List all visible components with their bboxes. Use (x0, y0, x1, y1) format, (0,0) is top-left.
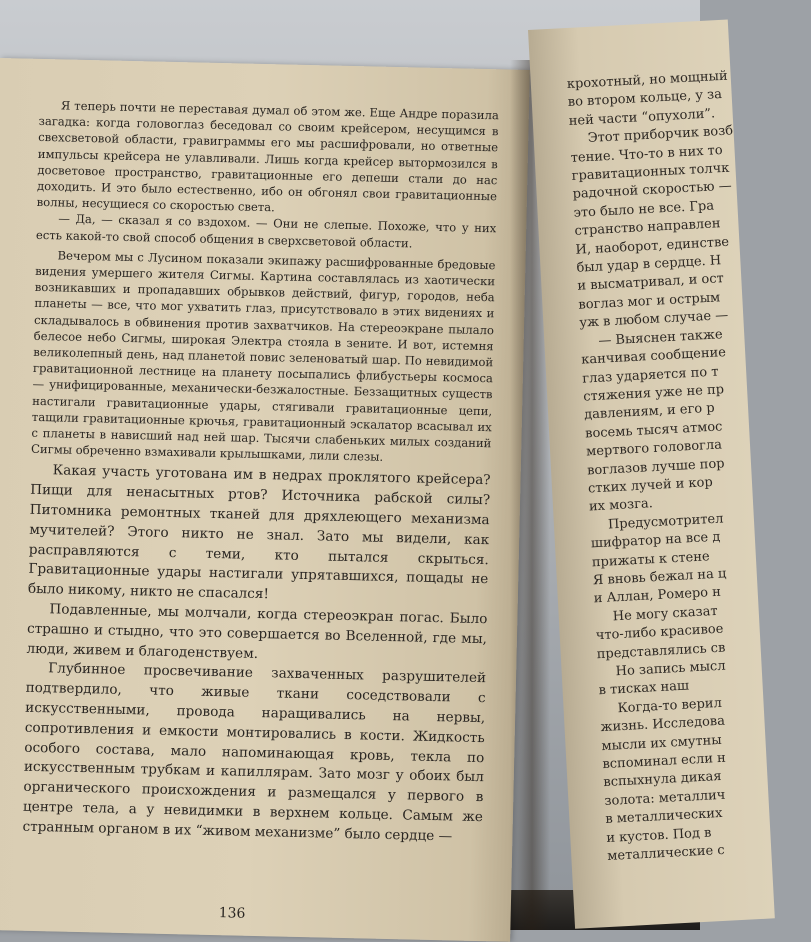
paragraph: — Да, — сказал я со вздохом. — Они не слепые. Похоже, что у них есть какой-то свой способ общения в сверхсветовой области. (35, 211, 497, 251)
facing-page-line: тение. Что-то в них то (570, 142, 723, 166)
facing-page-line: Предусмотрител (607, 511, 724, 533)
facing-page-line: гравитационных толчк (571, 160, 730, 184)
paragraph: Какая участь уготована им в недрах проклятого крейсера? Пищи для ненасытных ртов? Источника рабской силы? Питомника ремонтных тканей для дряхлеющего механизма мучителей? Этого никто не знал. Зато мы видели, как расправляются с теми, кто пытался скрыться. Гравитационные удары настигали упрятавшихся, пощады не было никому, никто не спасался! (27, 462, 491, 603)
facing-page-line: и Аллан, Ромеро н (593, 585, 722, 607)
facing-page-line: Я вновь бежал на ц (592, 566, 727, 589)
facing-page-line: был удар в сердце. Н (576, 253, 722, 276)
facing-page-line: шифратор на все д (590, 529, 721, 552)
facing-page-line: Этот приборчик возб (587, 123, 734, 147)
facing-page-line: восемь тысяч атмос (584, 419, 723, 442)
facing-page-line: во втором кольце, у за (567, 87, 723, 111)
paragraph: Глубинное просвечивание захваченных разрушителей подтвердило, что живые ткани соседствовали с искусственными, провода наращивались на нервы, сопротивления и емкости монтировались в кости. Жидкость особого состава, мало напоминающая кровь, текла по искусственным трубкам и капиллярам. Зато мозг у обоих был органического происхождения и размещался у первого в центре тела, а у невидимки в верхнем кольце. Самым же странным органом в их “живом механизме” было сердце — (22, 660, 487, 845)
facing-page-line: ней части “опухоли”. (568, 106, 716, 129)
facing-page-line: металлические с (606, 842, 726, 865)
facing-page-line: жизнь. Исследова (600, 713, 726, 736)
facing-page-line: уж в любом случае — (579, 308, 729, 331)
page-number: 136 (218, 905, 246, 922)
facing-page-line: И, наоборот, единстве (575, 234, 730, 258)
facing-page-line: Когда-то верил (617, 695, 723, 717)
facing-page-line: давлениям, и его р (583, 401, 715, 423)
facing-page-line: стяжения уже не пр (582, 382, 725, 405)
facing-page-line: золота: металлич (604, 787, 726, 809)
facing-page-line: странство направлен (574, 216, 721, 240)
facing-page-line: вспыхнула дикая (603, 769, 722, 791)
paragraph: Вечером мы с Лусином показали экипажу расшифрованные бредовые видения умершего жителя Сигмы. Картина составлялась из хаотически возникавших и пропадавших обрывков действий, фигур, городов, неба планеты — все, что мог ухватить глаз, присутствовало в этих видениях и складывалось в обвинения против захватчиков. На стереоэкране пылало белесое небо Сигмы, широкая Электра стояла в зените. И вот, истемня великолепный день, над планетой повис зеленоватый шар. По невидимой гравитационной лестнице на планету посыпались флибустьеры космоса — унифицированные, механически-безжалостные. Беззащитных существ настигали гравитационные удары, стягивали гравитационные цепи, тащили гравитационные крючья, гравитационный эскалатор всасывал их с планеты в нависший над ней шар. Тысячи слабеньких милых созданий Сигмы обреченно взмахивали крылышками, лили слезы. (30, 248, 496, 465)
facing-page-line: воглаз мог и острым (578, 290, 721, 313)
facing-page-line: Но запись мысл (615, 658, 726, 680)
facing-page-line: их мозга. (588, 496, 654, 515)
facing-page-line: прижаты к стене (591, 548, 710, 570)
facing-page-line: что-либо красивое (595, 621, 724, 644)
facing-page-line: крохотный, но мощный (566, 68, 728, 93)
paragraph: Подавленные, мы молчали, когда стереоэкран погас. Было страшно и стыдно, что это совершается во Вселенной, где мы, люди, живем и благоденствуем. (26, 601, 488, 662)
paragraph: Я теперь почти не переставая думал об этом же. Еще Андре поразила загадка: когда головоглаз беседовал со своим крейсером, несущимся в свехсветовой области, гравиграммы его мы расшифровали, но ответные импульсы крейсера не улавливали. Лишь когда крейсер вытормозился в досветовое пространство, гравитационные его депеши стали до нас доходить. И это было естественно, ибо он обгонял свои гравитационные волны, несущиеся со скоростью света. (36, 98, 499, 215)
facing-page-line: и кустов. Под в (606, 825, 712, 846)
facing-page-line: стких лучей и кор (587, 474, 714, 497)
left-page-text (22, 97, 499, 848)
right-page (528, 20, 775, 929)
facing-page-line: представлялись св (596, 640, 726, 662)
facing-page-line: в металлических (605, 806, 723, 828)
facing-page-line: глаз ударяется по т (581, 364, 719, 387)
facing-page-line: в тисках наш (598, 678, 690, 699)
facing-page-line: Не могу сказат (612, 603, 718, 625)
right-page-text (566, 66, 807, 867)
left-page (0, 58, 530, 942)
facing-page-line: — Выяснен также (597, 326, 723, 349)
facing-page-line: вспоминал если н (602, 750, 727, 773)
facing-page-line: воглазов лучше пор (586, 455, 725, 479)
facing-page-line: это было не все. Гра (573, 198, 715, 221)
facing-page-line: мертвого головогла (585, 437, 723, 460)
facing-page-line: мысли их смутны (601, 732, 722, 754)
facing-page-line: канчивая сообщение (580, 345, 727, 368)
facing-page-line: радочной скоростью — (572, 179, 733, 203)
facing-page-line: и высматривал, и ост (577, 271, 725, 295)
